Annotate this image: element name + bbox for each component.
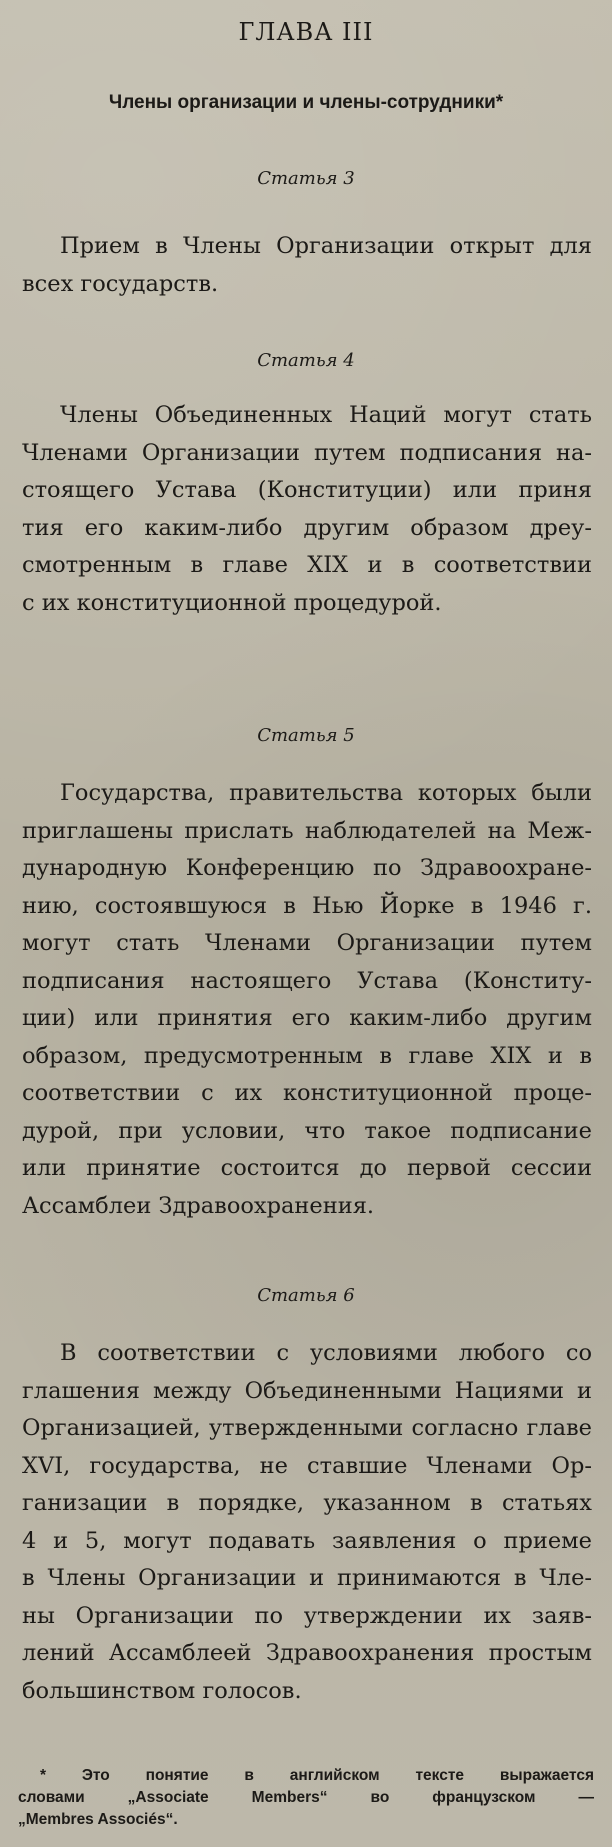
- article-6-line: XVI, государства, не ставшие Членами Ор-: [22, 1452, 592, 1479]
- article-5-line: Ассамблеи Здравоохранения.: [22, 1192, 375, 1219]
- article-6-heading: Статья 6: [257, 1285, 355, 1306]
- article-5-body: [22, 775, 592, 1225]
- article-6-line: глашения между Объединенными Нациями и: [22, 1377, 592, 1404]
- article-5-line: соответствии с их конституционной проце-: [22, 1080, 592, 1106]
- article-5-line: образом, предусмотренным в главе XIX и в: [22, 1042, 592, 1069]
- article-5-line: или принятие состоится до первой сессии: [22, 1155, 592, 1181]
- article-4-heading: Статья 4: [257, 350, 355, 371]
- article-4-line: с их конституционной процедурой.: [22, 589, 442, 616]
- article-5-line: подписания настоящего Устава (Конститу-: [22, 967, 592, 994]
- footnote-line: „Membres Associés“.: [18, 1811, 178, 1828]
- article-4-body: [22, 397, 592, 622]
- article-6-line: ны Организации по утверждении их заяв-: [22, 1602, 592, 1629]
- article-3-line: Прием в Члены Организации открыт для: [60, 233, 592, 259]
- article-6-line: 4 и 5, могут подавать заявления о приеме: [22, 1527, 592, 1554]
- article-6-line: В соответствии с условиями любого со: [60, 1340, 592, 1366]
- article-5-heading: Статья 5: [257, 725, 355, 746]
- article-5-line: нию, состоявшуюся в Нью Йорке в 1946 г.: [22, 892, 592, 919]
- article-5-line: могут стать Членами Организации путем: [22, 930, 592, 956]
- article-4-line: тия его каким-либо другим образом дреу-: [22, 514, 592, 541]
- article-6-line: ганизации в порядке, указанном в статьях: [22, 1490, 592, 1516]
- article-6-line: Организацией, утвержденными согласно главе: [22, 1415, 592, 1441]
- article-4-line: Членами Организации путем подписания на-: [22, 439, 592, 466]
- footnote-line: словами „Associate Members“ во французском —: [18, 1789, 594, 1806]
- article-3-line: всех государств.: [22, 270, 219, 297]
- footnote: [18, 1765, 594, 1831]
- article-3-body: [22, 228, 592, 303]
- article-6-body: [22, 1335, 592, 1710]
- article-5-line: ции) или принятия его каким-либо другим: [22, 1005, 592, 1031]
- article-4-line: Члены Объединенных Наций могут стать: [60, 402, 592, 428]
- article-5-line: Государства, правительства которых были: [60, 780, 592, 806]
- article-6-line: в Члены Организации и принимаются в Чле-: [22, 1565, 592, 1591]
- article-5-line: дурой, при условии, что такое подписание: [22, 1117, 592, 1144]
- article-4-line: смотренным в главе XIX и в соответствии: [22, 552, 592, 578]
- article-6-line: лений Ассамблеей Здравоохранения простым: [22, 1640, 592, 1666]
- footnote-line: * Это понятие в английском тексте выражается: [40, 1767, 594, 1784]
- article-3-heading: Статья 3: [257, 168, 355, 189]
- article-5-line: дународную Конференцию по Здравоохране-: [22, 855, 592, 881]
- article-4-line: стоящего Устава (Конституции) или приня: [22, 477, 592, 503]
- chapter-subtitle: Члены организации и члены-сотрудники*: [108, 92, 504, 113]
- chapter-title: ГЛАВА III: [238, 18, 374, 46]
- article-6-line: большинством голосов.: [22, 1677, 302, 1704]
- article-5-line: приглашены прислать наблюдателей на Меж-: [22, 817, 592, 844]
